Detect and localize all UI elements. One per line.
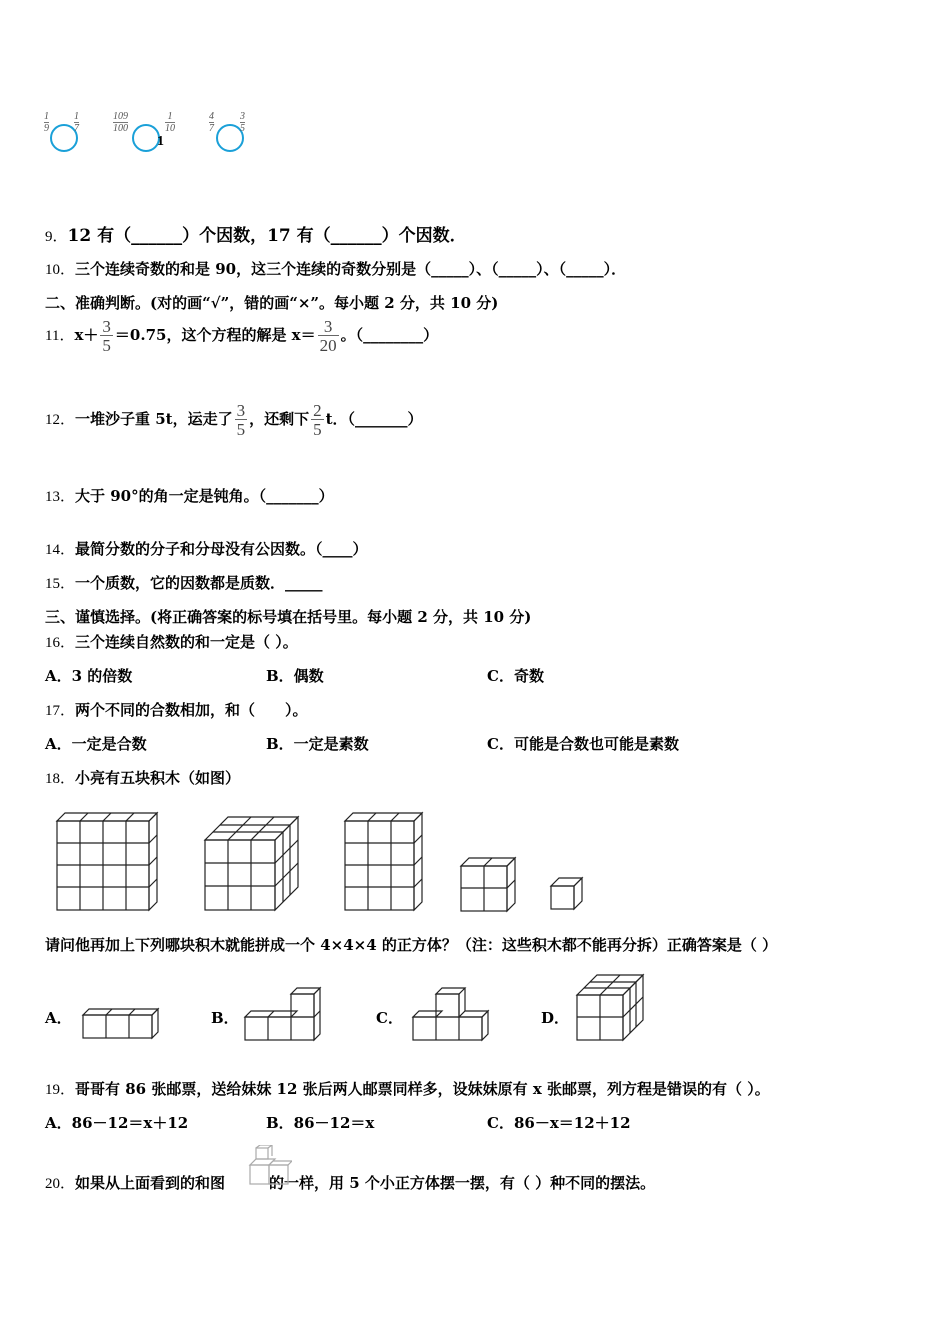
fraction-3-5: $\frac{3}{5}$ — [236, 401, 246, 439]
option-18-b[interactable]: B． — [211, 1009, 239, 1027]
question-12: 12．一堆沙子重 5t，运走了 $\frac{3}{5}$ ，还剩下 $\frac{2}{5}$ t．（_______） — [45, 401, 423, 439]
option-17-b[interactable]: B．一定是素数 — [266, 735, 369, 753]
question-14: 14．最简分数的分子和分母没有公因数。（____） — [45, 540, 368, 558]
fraction-1-7: 1 7 — [74, 111, 79, 134]
question-15: 15．一个质数，它的因数都是质数．_____ — [45, 574, 323, 592]
block-figure-3 — [340, 806, 430, 914]
option-16-c[interactable]: C．奇数 — [487, 667, 544, 685]
compare-circle-2[interactable] — [132, 124, 160, 152]
option-17-c[interactable]: C．可能是合数也可能是素数 — [487, 735, 679, 753]
fraction-109-100: 109 100 — [113, 111, 128, 134]
option-17-a[interactable]: A．一定是合数 — [45, 735, 147, 753]
option-19-a[interactable]: A．86－12＝x＋12 — [45, 1114, 189, 1132]
option-16-a[interactable]: A．3 的倍数 — [45, 667, 133, 685]
question-17: 17．两个不同的合数相加，和（ ）。 — [45, 701, 308, 719]
block-figure-5 — [546, 873, 588, 915]
fraction-3-5: $\frac{3}{5}$ — [102, 317, 111, 355]
option-18-d[interactable]: D． — [541, 1009, 570, 1027]
option-18-a-figure — [78, 1003, 160, 1041]
option-18-d-figure — [572, 970, 652, 1044]
section-3-heading: 三、谨慎选择。(将正确答案的标号填在括号里。每小题 2 分，共 10 分) — [45, 608, 532, 626]
question-20: 20．如果从上面看到的和图 的一样，用 5 个小正方体摆一摆，有（ ）种不同的摆法。 — [45, 1174, 656, 1192]
option-16-b[interactable]: B．偶数 — [266, 667, 324, 685]
option-18-c[interactable]: C． — [376, 1009, 403, 1027]
block-figure-2 — [200, 812, 306, 916]
block-figure-4 — [456, 851, 522, 915]
section-2-heading: 二、准确判断。(对的画“√”，错的画“×”。每小题 2 分，共 10 分) — [45, 294, 499, 312]
question-18-prompt: 请问他再加上下列哪块积木就能拼成一个 4×4×4 的正方体？（注：这些积木都不能再分拆）正确答案是（ ） — [45, 936, 778, 954]
fraction-2-5: $\frac{2}{5}$ — [313, 401, 322, 439]
question-13: 13．大于 90°的角一定是钝角。（_______） — [45, 487, 334, 505]
fraction-4-7: 4 7 — [209, 111, 214, 134]
option-19-b[interactable]: B．86－12＝x — [266, 1114, 375, 1132]
question-16: 16．三个连续自然数的和一定是（ ）。 — [45, 633, 298, 651]
question-11: 11．x＋ $\frac{3}{5}$ ＝0.75，这个方程的解是 x＝ $\frac{3}{20}$ 。（________） — [45, 317, 439, 355]
fraction-1-10: 1 10 — [165, 111, 175, 134]
question-9: 9．12 有（______）个因数，17 有（______）个因数． — [45, 226, 467, 246]
question-18: 18．小亮有五块积木（如图） — [45, 769, 241, 787]
fraction-3-5: 3 5 — [240, 111, 245, 134]
question-19: 19．哥哥有 86 张邮票，送给妹妹 12 张后两人邮票同样多，设妹妹原有 x 张邮票，列方程是错误的有（ ）。 — [45, 1080, 770, 1098]
option-18-a[interactable]: A． — [45, 1009, 72, 1027]
top-view-figure — [246, 1145, 292, 1189]
question-10: 10．三个连续奇数的和是 90，这三个连续的奇数分别是（_____）、（_____）、（_____）． — [45, 260, 627, 278]
option-19-c[interactable]: C．86－x＝12＋12 — [487, 1114, 631, 1132]
option-18-c-figure — [408, 986, 490, 1042]
compare-extra-one: 1 — [157, 134, 164, 149]
option-18-b-figure — [240, 986, 322, 1042]
fraction-3-20: $\frac{3}{20}$ — [319, 317, 337, 355]
fraction-1-9: 1 9 — [44, 111, 49, 134]
block-figure-1 — [52, 806, 164, 914]
